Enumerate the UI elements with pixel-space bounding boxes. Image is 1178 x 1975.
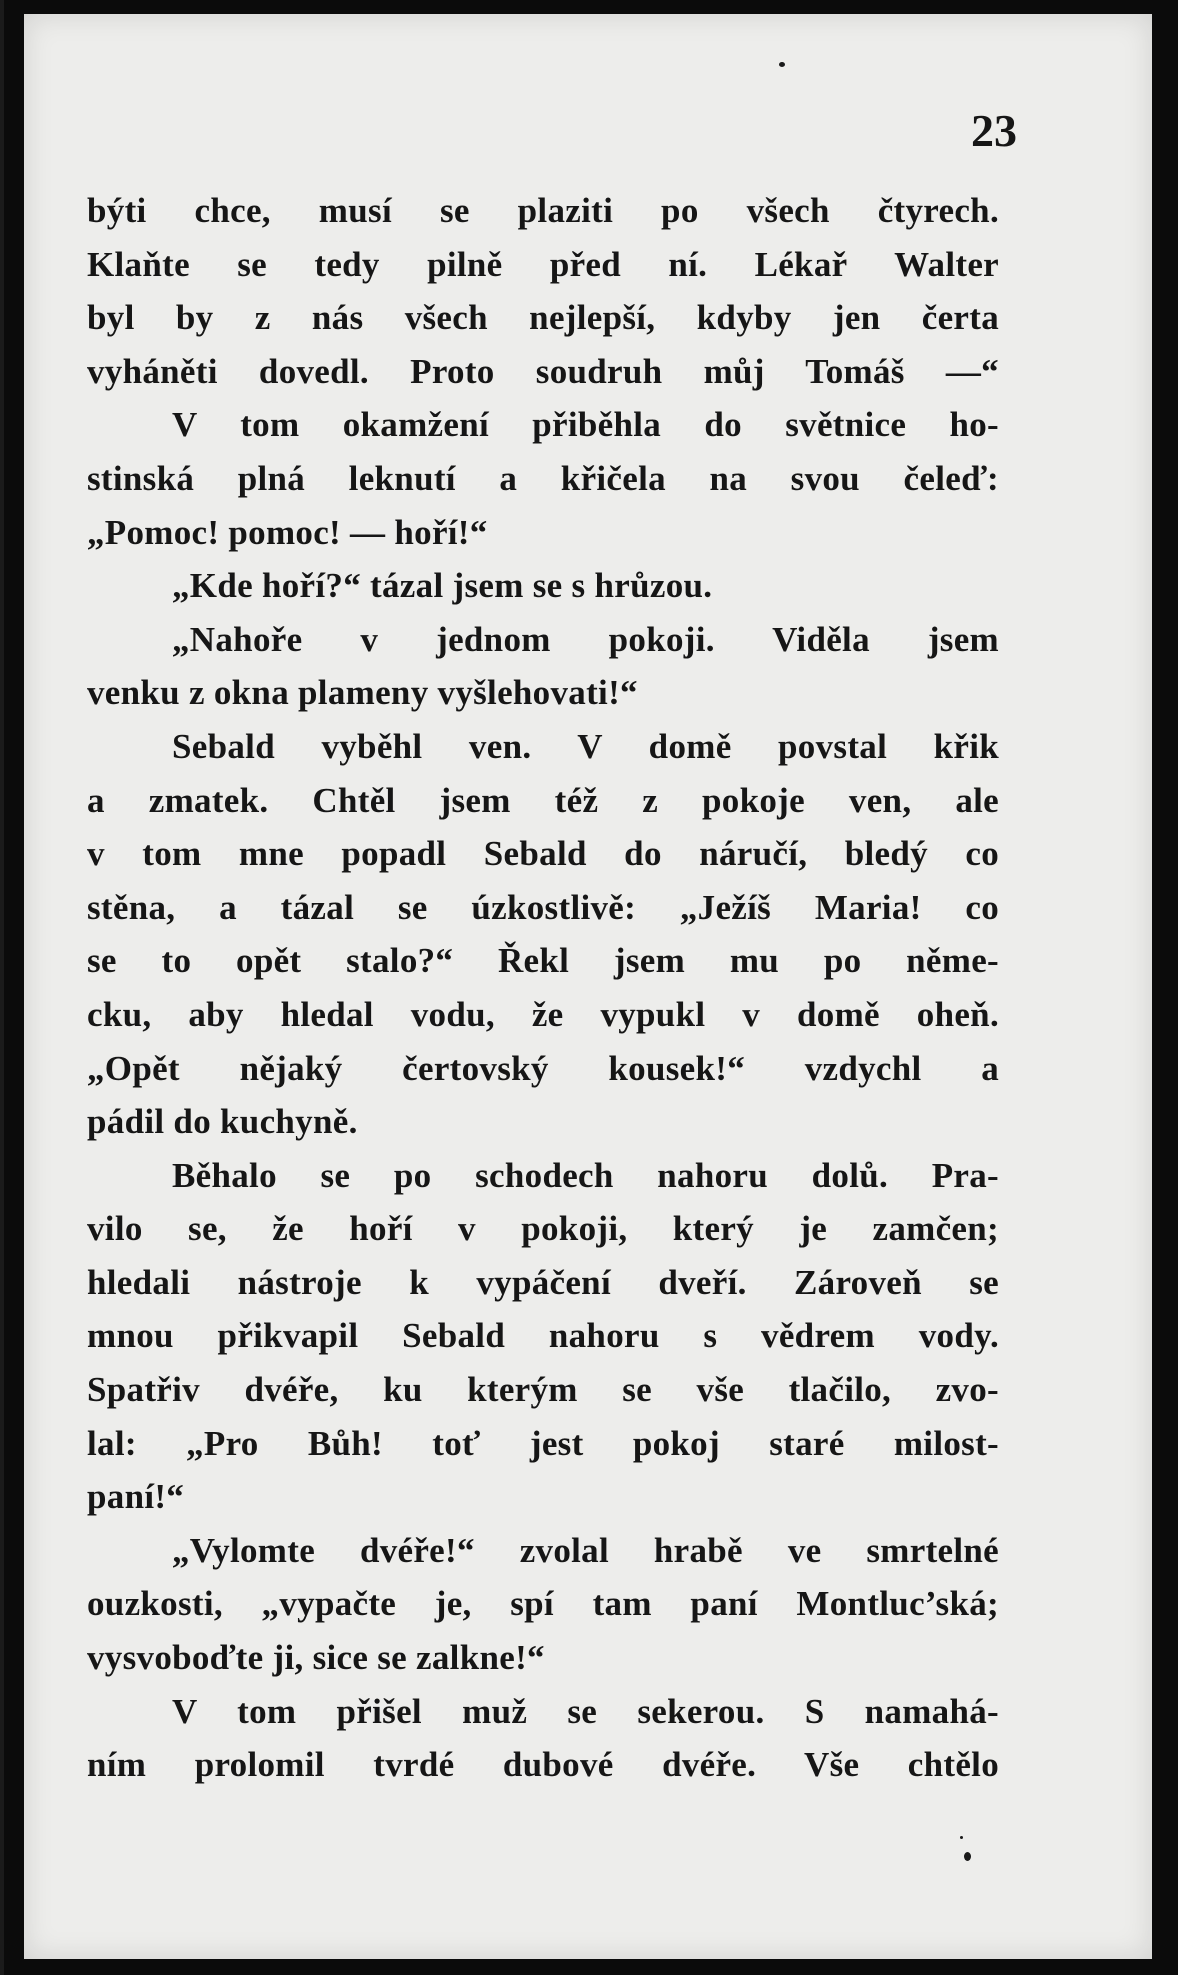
paper-page xyxy=(24,14,1152,1959)
text-line: Spatřiv dvéře, ku kterým se vše tlačilo, zvo- xyxy=(87,1370,999,1410)
text-line: „Opět nějaký čertovský kousek!“ vzdychl a xyxy=(87,1048,999,1088)
text-line: „Nahoře v jednom pokoji. Viděla jsem xyxy=(172,619,999,659)
ink-speck xyxy=(779,62,785,67)
text-line: stinská plná leknutí a křičela na svou čeleď: xyxy=(87,458,999,498)
page-binding-edge xyxy=(0,0,4,1975)
ink-speck xyxy=(960,1836,963,1839)
text-line: „Vylomte dvéře!“ zvolal hrabě ve smrtelné xyxy=(172,1530,999,1570)
text-line: venku z okna plameny vyšlehovati!“ xyxy=(87,673,638,713)
text-line: cku, aby hledal vodu, že vypukl v domě oheň. xyxy=(87,994,999,1034)
text-line: V tom přišel muž se sekerou. S namahá- xyxy=(172,1691,999,1731)
text-line: vyháněti dovedl. Proto soudruh můj Tomáš —“ xyxy=(87,351,999,391)
page-number: 23 xyxy=(971,105,1017,156)
text-line: byl by z nás všech nejlepší, kdyby jen čerta xyxy=(87,298,999,338)
text-line: býti chce, musí se plaziti po všech čtyrech. xyxy=(87,191,999,230)
text-line: se to opět stalo?“ Řekl jsem mu po něme- xyxy=(87,941,999,981)
text-line: V tom okamžení přiběhla do světnice ho- xyxy=(172,405,999,445)
text-line: mnou přikvapil Sebald nahoru s vědrem vody. xyxy=(87,1316,999,1356)
text-line: pádil do kuchyně. xyxy=(87,1102,358,1142)
text-line: vysvoboďte ji, sice se zalkne!“ xyxy=(87,1638,545,1678)
text-line: hledali nástroje k vypáčení dveří. Zároveň se xyxy=(87,1262,999,1302)
text-line: Sebald vyběhl ven. V domě povstal křik xyxy=(172,726,999,766)
ink-speck xyxy=(964,1852,971,1861)
text-line: stěna, a tázal se úzkostlivě: „Ježíš Maria! co xyxy=(87,887,999,927)
text-line: paní!“ xyxy=(87,1477,185,1517)
text-line: Běhalo se po schodech nahoru dolů. Pra- xyxy=(172,1155,999,1195)
text-line: a zmatek. Chtěl jsem též z pokoje ven, ale xyxy=(87,780,999,820)
text-line: v tom mne popadl Sebald do náručí, bledý co xyxy=(87,834,999,874)
text-line: Klaňte se tedy pilně před ní. Lékař Walter xyxy=(87,244,999,284)
text-line: vilo se, že hoří v pokoji, který je zamčen; xyxy=(87,1209,999,1249)
text-line: lal: „Pro Bůh! toť jest pokoj staré milost- xyxy=(87,1423,999,1463)
text-line: ouzkosti, „vypačte je, spí tam paní Montluc’ská; xyxy=(87,1584,999,1624)
body-text xyxy=(87,184,999,1792)
text-line: „Kde hoří?“ tázal jsem se s hrůzou. xyxy=(172,566,713,606)
text-line: „Pomoc! pomoc! — hoří!“ xyxy=(87,512,488,552)
text-line: ním prolomil tvrdé dubové dvéře. Vše chtělo xyxy=(87,1745,999,1785)
